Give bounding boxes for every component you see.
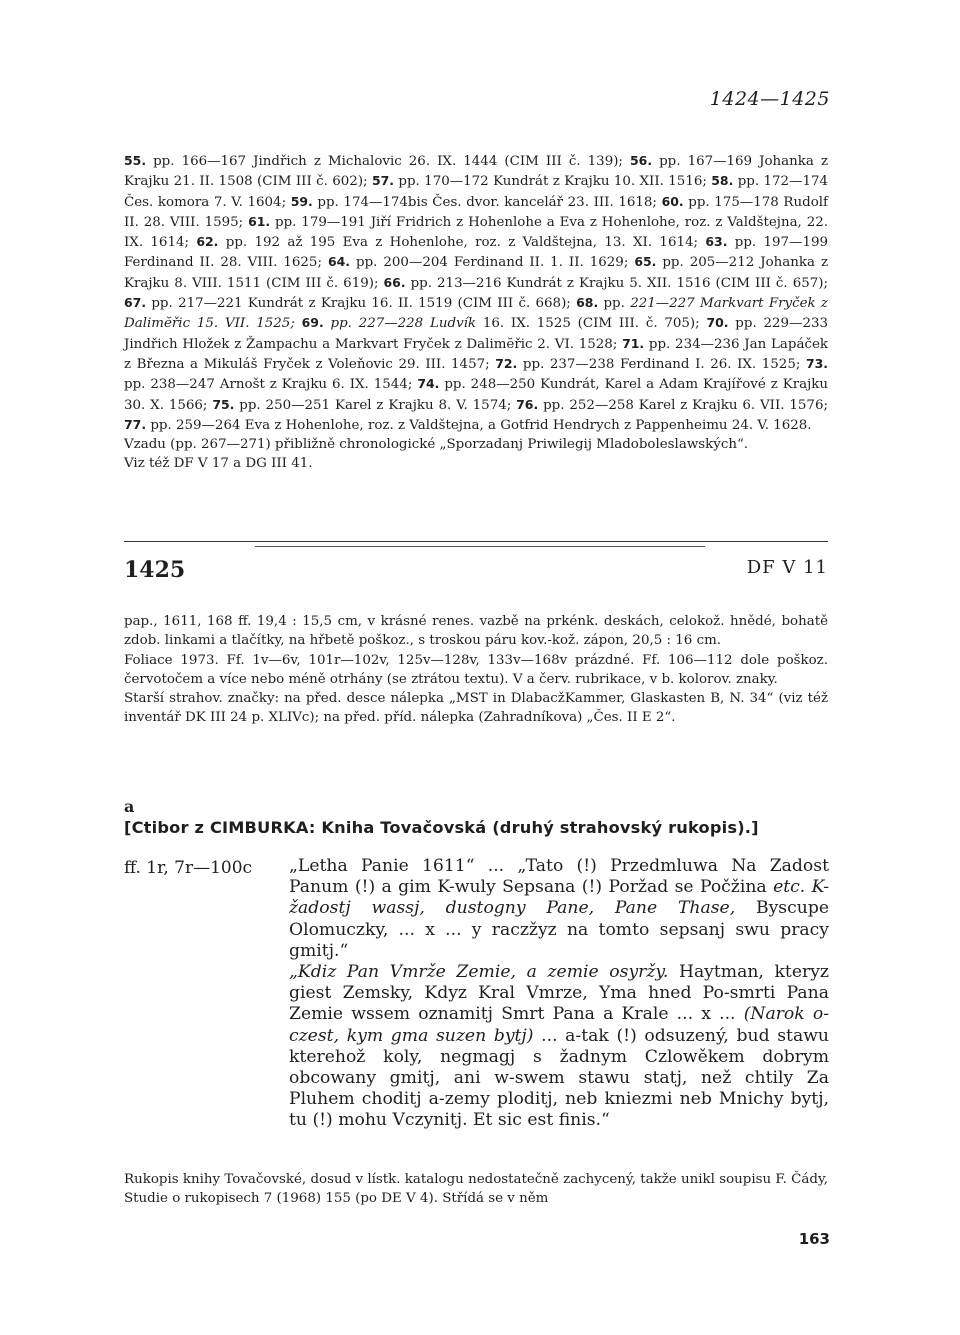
older-shelfmarks: Starší strahov. značky: na před. desce nálepka „MST in DlabacžKammer, Glaskasten B, N. 34“ (viz též inventář DK III 24 p. XLIVc); na před. příd. nálepka (Zahradníkova) „Čes. II E 2“. bbox=[124, 691, 828, 726]
codicological-description bbox=[124, 612, 828, 728]
previous-entry-continuation bbox=[124, 151, 828, 474]
previous-entry-items: 55. pp. 166—167 Jindřich z Michalovic 26. IX. 1444 (CIM III č. 139); 56. pp. 167—169 Johanka z Krajku 21. II. 1508 (CIM III č. 602); 57. pp. 170—172 Kundrát z Krajku 10. XII. 1516; 58. pp. 172—174 Čes. komora 7. V. 1604; 59. pp. 174—174bis Čes. dvor. kancelář 23. III. 1618; 60. pp. 175—178 Rudolf II. 28. VIII. 1595; 61. pp. 179—191 Jiří Fridrich z Hohenlohe a Eva z Hohenlohe, roz. z Valdštejna, 22. IX. 1614; 62. pp. 192 až 195 Eva z Hohenlohe, roz. z Valdštejna, 13. XI. 1614; 63. pp. 197—199 Ferdinand II. 28. VIII. 1625; 64. pp. 200—204 Ferdinand II. 1. II. 1629; 65. pp. 205—212 Johanka z Krajku 8. VIII. 1511 (CIM III č. 619); 66. pp. 213—216 Kundrát z Krajku 5. XII. 1516 (CIM III č. 657); 67. pp. 217—221 Kundrát z Krajku 16. II. 1519 (CIM III č. 668); 68. pp. 221—227 Markvart Fryček z Dalimĕřic 15. VII. 1525; 69. pp. 227—228 Ludvík 16. IX. 1525 (CIM III. č. 705); 70. pp. 229—233 Jindřich Hložek z Žampachu a Markvart Fryček z Dalimĕřic 2. VI. 1528; 71. pp. 234—236 Jan Lapáček z Března a Mikuláš Fryček z Voleňovic 29. III. 1457; 72. pp. 237—238 Ferdinand I. 26. IX. 1525; 73. pp. 238—247 Arnošt z Krajku 6. IX. 1544; 74. pp. 248—250 Kundrát, Karel a Adam Krajířové z Krajku 30. X. 1566; 75. pp. 250—251 Karel z Krajku 8. V. 1574; 76. pp. 252—258 Karel z Krajku 6. VII. 1576; 77. pp. 259—264 Eva z Hohenlohe, roz. z Valdštejna, a Gotfrid Hendrych z Pappenheimu 24. V. 1628. bbox=[124, 153, 829, 433]
incipit-prologue: „Letha Panie 1611“ ... „Tato (!) Przedmluwa Na Zadost Panum (!) a gim K-wuly Sepsana (!) Poržad se Počžina etc. K-žadostj wassj, dustogny Pane, Pane Thase, Byscupe Olomuczky, ... x ... y raczžyz na tomto sepsanj swu pracy gmitj.“ bbox=[289, 856, 830, 961]
folio-range: ff. 1r, 7r—100c bbox=[124, 858, 253, 878]
content-part-letter: a bbox=[124, 797, 135, 816]
physical-description: pap., 1611, 168 ff. 19,4 : 15,5 cm, v krásné renes. vazbě na prkénk. deskách, celokož. hnědé, bohatě zdob. linkami a tlačítky, na hřbetě poškoz., s troskou páru kov.-kož. zápon, 20,5 : 16 cm. bbox=[124, 614, 828, 649]
work-title: [Ctibor z CIMBURKA: Kniha Tovačovská (druhý strahovský rukopis).] bbox=[124, 818, 759, 837]
section-divider-secondary bbox=[255, 546, 705, 547]
page-number: 163 bbox=[798, 1230, 830, 1248]
section-divider bbox=[124, 541, 828, 542]
shelfmark: DF V 11 bbox=[746, 557, 828, 578]
previous-entry-back-note: Vzadu (pp. 267—271) přibližně chronologické „Sporzadanj Priwilegij Mladoboleslawských“. bbox=[124, 437, 749, 453]
closing-note bbox=[124, 1170, 828, 1209]
running-head: 1424—1425 bbox=[709, 88, 830, 110]
incipit-explicit bbox=[289, 856, 829, 1132]
foliation-note: Foliace 1973. Ff. 1v—6v, 101r—102v, 125v—128v, 133v—168v prázdné. Ff. 106—112 dole poškoz. červotočem a více nebo méně otrhány (se ztrátou textu). V a červ. rubrikace, v b. kolorov. znaky. bbox=[124, 652, 828, 687]
closing-note-text: Rukopis knihy Tovačovské, dosud v lístk. katalogu nedostatečně zachycený, takže unikl soupisu F. Čády, Studie o rukopisech 7 (1968) 155 (po DE V 4). Střídá se v něm bbox=[124, 1172, 828, 1207]
incipit-main-text: „Kdiz Pan Vmrže Zemie, a zemie osyržy. Haytman, kteryz giest Zemsky, Kdyz Kral Vmrze, Yma hned Po-smrti Pana Zemie wssem oznamitj Smrt Pana a Krale ... x ... (Narok o-czest, kym gma suzen bytj) ... a-tak (!) odsuzený, bud stawu kterehož koly, negmagj s žadnym Czlowěkem dobrym obcowany gmitj, ani w-swem stawu statj, než chtily Za Pluhem choditj a-zemy ploditj, neb kniezmi neb Mnichy bytj, tu (!) mohu Vczynitj. Et sic est finis.“ bbox=[289, 962, 830, 1131]
previous-entry-see-also: Viz též DF V 17 a DG III 41. bbox=[124, 456, 313, 472]
entry-number: 1425 bbox=[124, 557, 186, 583]
